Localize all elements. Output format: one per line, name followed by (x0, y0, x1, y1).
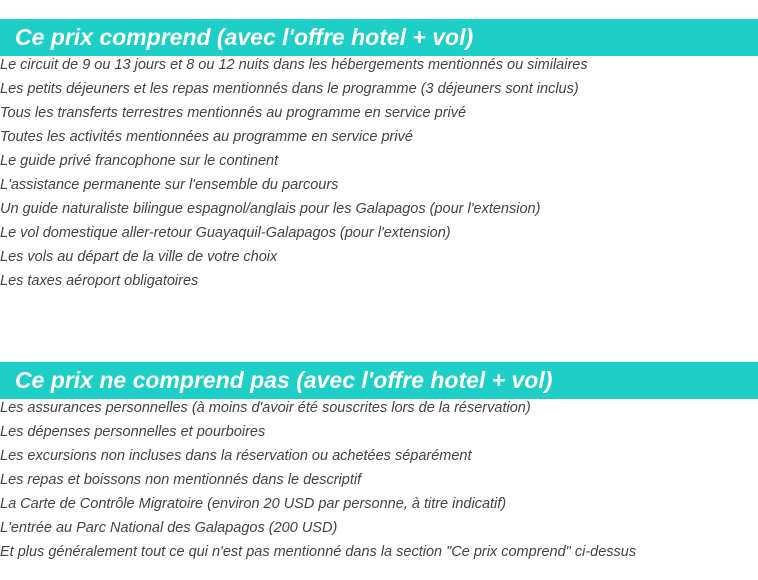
price-excludes-list (0, 396, 636, 564)
list-item: Un guide naturaliste bilingue espagnol/anglais pour les Galapagos (pour l'extension) (0, 201, 541, 217)
list-item: Les taxes aéroport obligatoires (0, 273, 199, 289)
list-item: L'entrée au Parc National des Galapagos (200 USD) (0, 520, 338, 536)
price-includes-heading: Ce prix comprend (avec l'offre hotel + vol) (0, 19, 758, 56)
list-item: La Carte de Contrôle Migratoire (environ 20 USD par personne, à titre indicatif) (0, 496, 507, 512)
list-item: Les vols au départ de la ville de votre choix (0, 249, 278, 265)
list-item: Le circuit de 9 ou 13 jours et 8 ou 12 nuits dans les hébergements mentionnés ou similaires (0, 57, 588, 73)
list-item: Les dépenses personnelles et pourboires (0, 424, 266, 440)
price-excludes-heading: Ce prix ne comprend pas (avec l'offre hotel + vol) (0, 362, 758, 399)
list-item: L'assistance permanente sur l'ensemble du parcours (0, 177, 339, 193)
list-item: Les repas et boissons non mentionnés dans le descriptif (0, 472, 362, 488)
list-item: Tous les transferts terrestres mentionnés au programme en service privé (0, 105, 467, 121)
price-includes-list (0, 53, 588, 293)
list-item: Les excursions non incluses dans la réservation ou achetées séparément (0, 448, 472, 464)
list-item: Toutes les activités mentionnées au programme en service privé (0, 129, 413, 145)
list-item: Le guide privé francophone sur le continent (0, 153, 279, 169)
list-item: Le vol domestique aller-retour Guayaquil-Galapagos (pour l'extension) (0, 225, 451, 241)
list-item: Les petits déjeuners et les repas mentionnés dans le programme (3 déjeuners sont inclus) (0, 81, 579, 97)
list-item: Et plus généralement tout ce qui n'est pas mentionné dans la section "Ce prix comprend" ci-dessus (0, 544, 637, 560)
list-item: Les assurances personnelles (à moins d'avoir été souscrites lors de la réservation) (0, 400, 531, 416)
